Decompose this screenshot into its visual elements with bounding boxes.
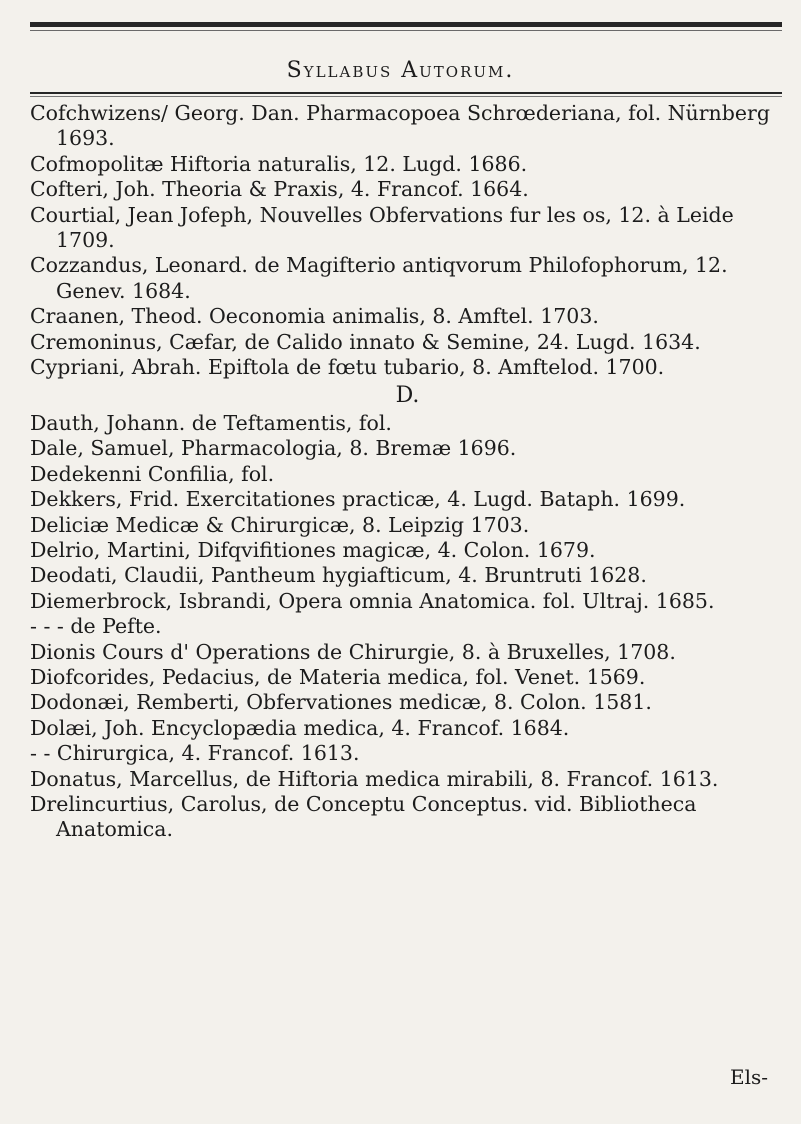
bibliography-entry: Dekkers, Frid. Exercitationes practicæ, 4. Lugd. Bataph. 1699. [30,487,686,512]
bibliography-entry: - - - de Pefte. [30,614,162,639]
bibliography-entry: Dolæi, Joh. Encyclopædia medica, 4. Francof. 1684. [30,715,570,740]
bibliography-entry: Cypriani, Abrah. Epiftola de fœtu tubario, 8. Amftelod. 1700. [30,355,665,380]
bibliography-entry: Deodati, Claudii, Pantheum hygiafticum, 4. Bruntruti 1628. [30,563,647,588]
bibliography-entry: - - Chirurgica, 4. Francof. 1613. [30,741,360,766]
bibliography-entry: Dionis Cours d' Operations de Chirurgie, 8. à Bruxelles, 1708. [30,639,676,664]
entry-list [30,101,785,843]
bibliography-entry: Dedekenni Confilia, fol. [30,461,275,486]
bibliography-entry: Dauth, Johann. de Teftamentis, fol. [30,410,392,435]
bibliography-entry: Cofteri, Joh. Theoria & Praxis, 4. Francof. 1664. [30,177,529,202]
bibliography-entry: Dale, Samuel, Pharmacologia, 8. Bremæ 1696. [30,436,517,461]
bibliography-entry: Diemerbrock, Isbrandi, Opera omnia Anatomica. fol. Ultraj. 1685. [30,588,715,613]
bibliography-entry: Cofmopolitæ Hiftoria naturalis, 12. Lugd. 1686. [30,151,528,176]
bibliography-entry: Cofchwizens/ Georg. Dan. Pharmacopoea Schrœderiana, fol. Nürnberg 1693. [30,101,770,151]
bibliography-entry: Delrio, Martini, Difqvifitiones magicæ, 4. Colon. 1679. [30,537,596,562]
bibliography-entry: Donatus, Marcellus, de Hiftoria medica mirabili, 8. Francof. 1613. [30,766,719,791]
bibliography-entry: Cozzandus, Leonard. de Magifterio antiqvorum Philofophorum, 12. Genev. 1684. [30,253,728,303]
section-letter: D. [395,383,420,409]
top-rule-thin [30,30,782,31]
bibliography-entry: Craanen, Theod. Oeconomia animalis, 8. Amftel. 1703. [30,304,599,329]
top-rule [30,22,782,27]
catchword: Els- [729,1065,768,1089]
header-rule-thin [30,96,782,97]
bibliography-entry: Dodonæi, Remberti, Obfervationes medicæ, 8. Colon. 1581. [30,690,652,715]
bibliography-entry: Cremoninus, Cæfar, de Calido innato & Semine, 24. Lugd. 1634. [30,329,701,354]
bibliography-entry: Courtial, Jean Jofeph, Nouvelles Obfervations fur les os, 12. à Leide 1709. [30,202,734,253]
header-rule [30,92,782,94]
bibliography-entry: Drelincurtius, Carolus, de Conceptu Conceptus. vid. Bibliotheca Anatomica. [30,791,697,842]
bibliography-entry: Deliciæ Medicæ & Chirurgicæ, 8. Leipzig 1703. [30,512,530,537]
bibliography-entry: Diofcorides, Pedacius, de Materia medica, fol. Venet. 1569. [30,664,646,689]
running-header: Syllabus Autorum. [286,58,515,83]
